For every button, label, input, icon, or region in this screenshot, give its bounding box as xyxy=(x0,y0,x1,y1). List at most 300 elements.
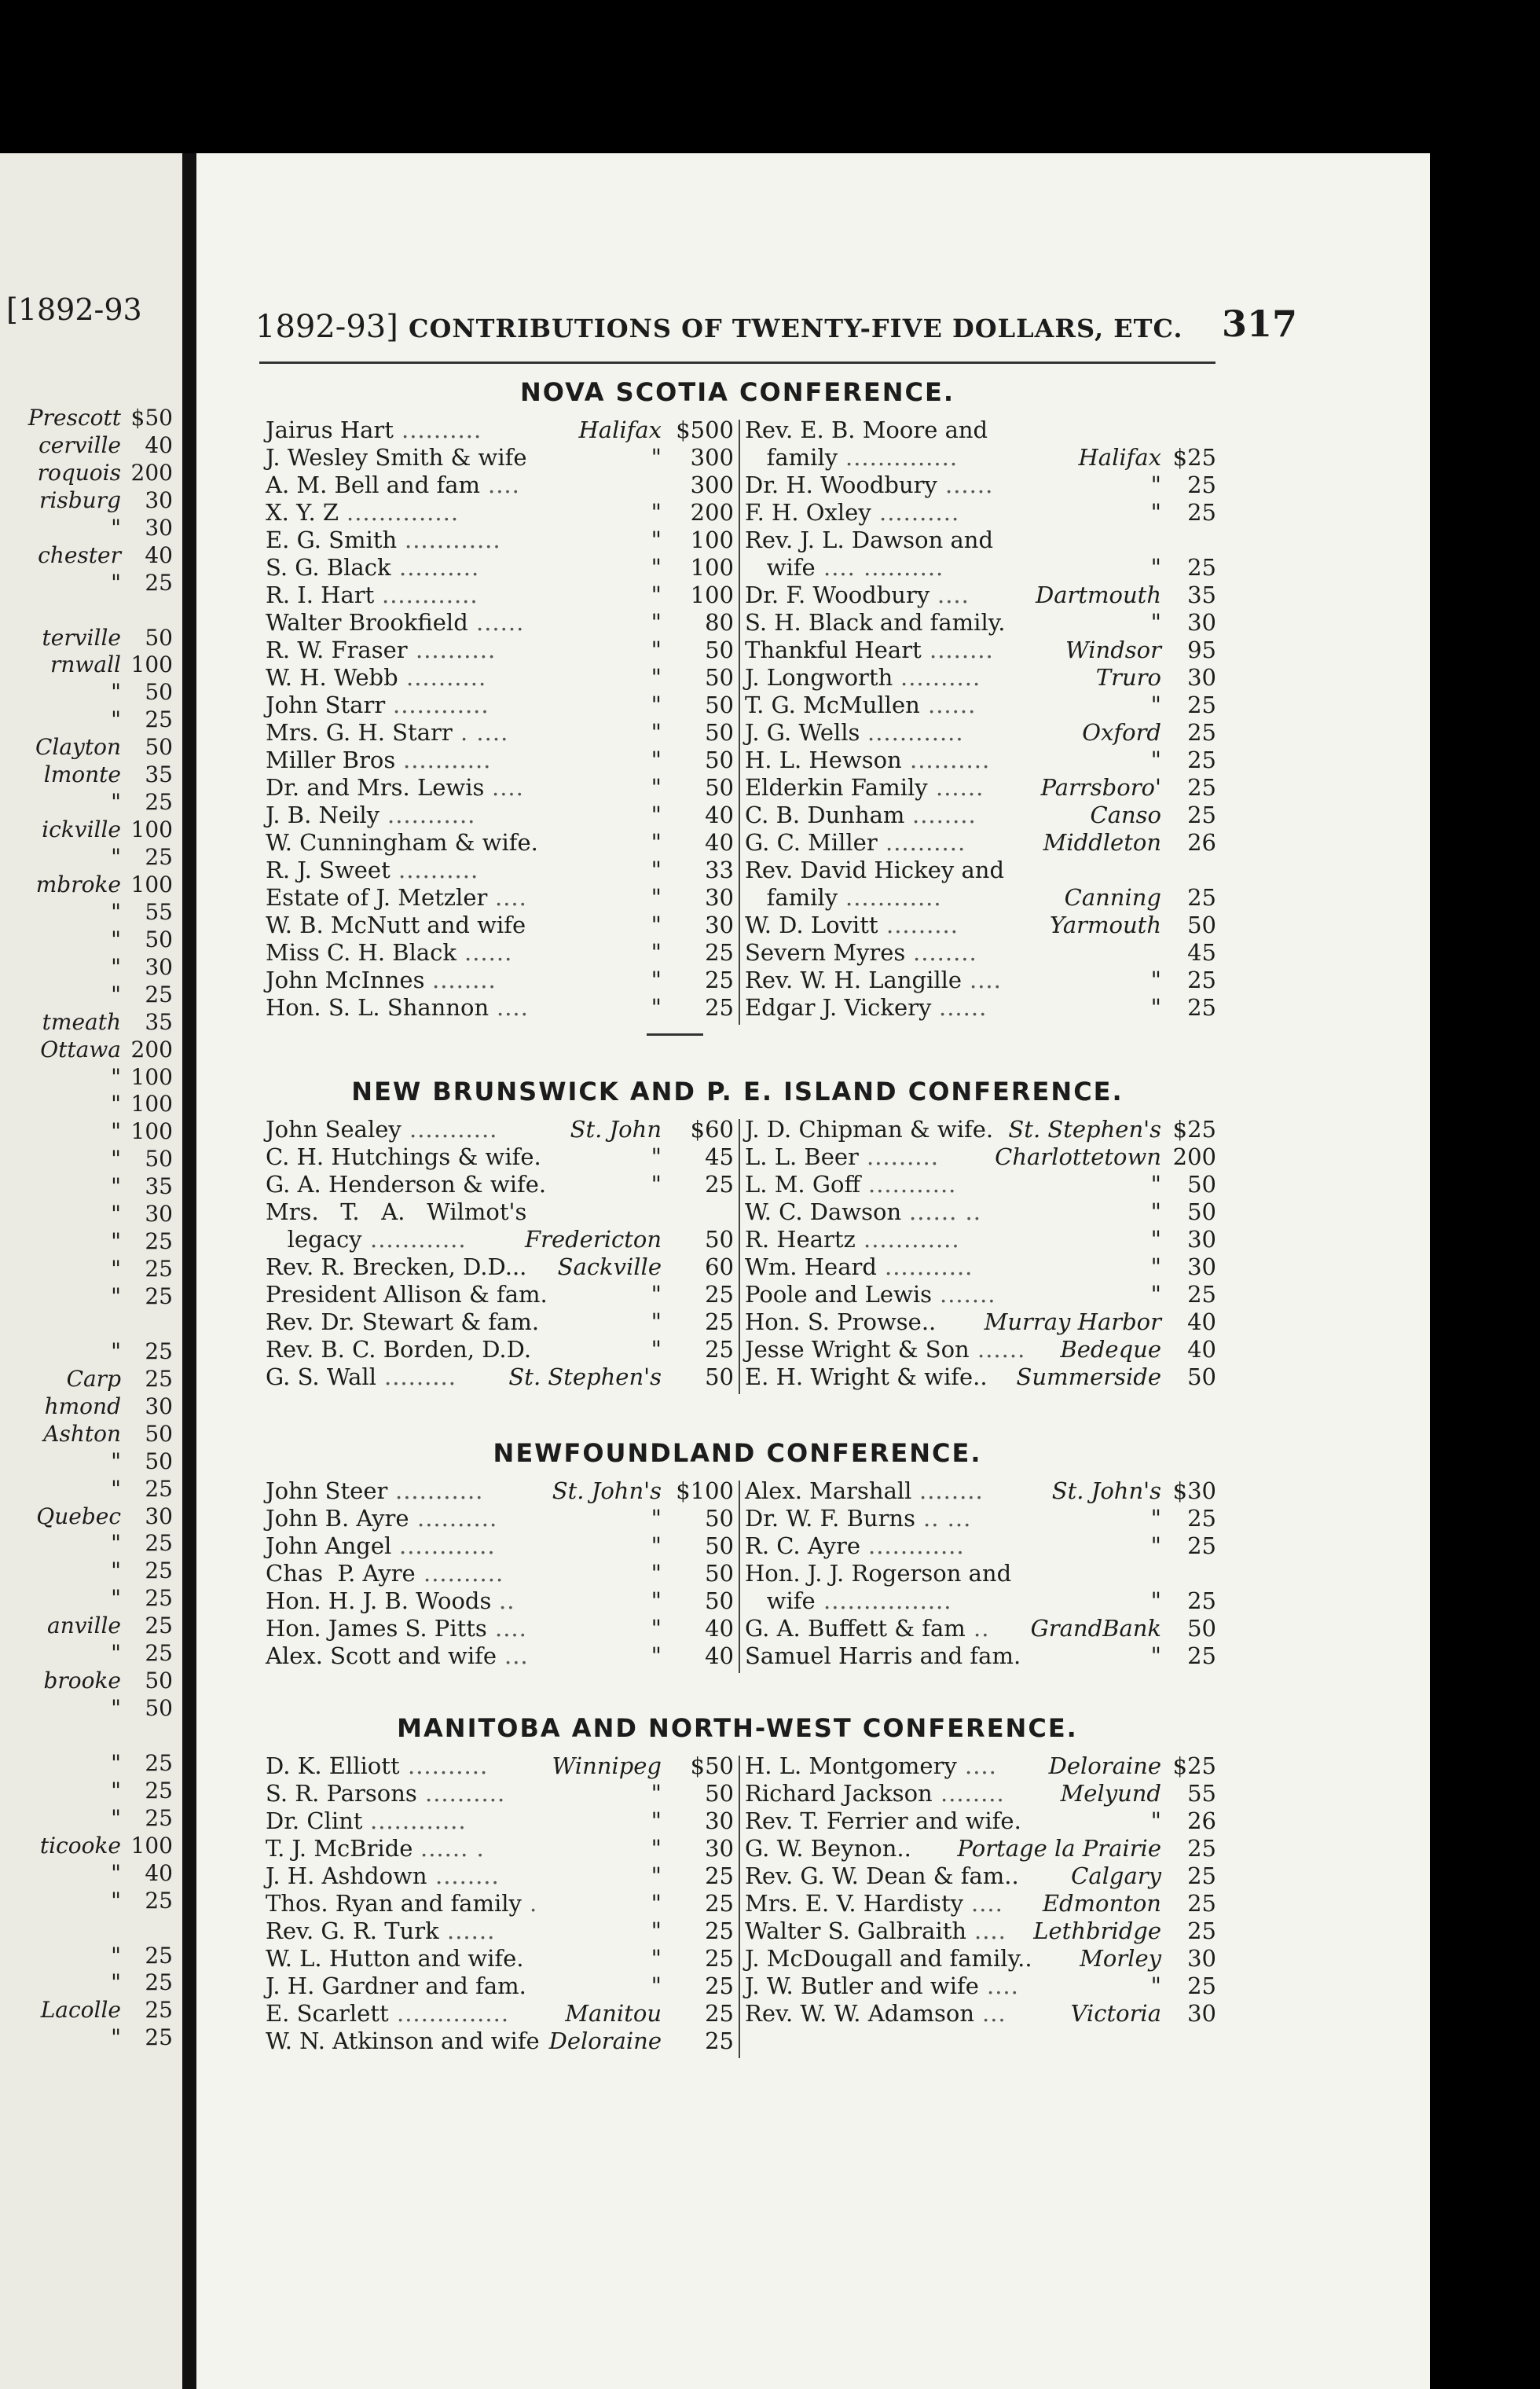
contribution-place: " xyxy=(1150,1807,1161,1834)
contribution-place: " xyxy=(651,527,662,553)
left-page-row xyxy=(0,706,178,734)
left-page-row xyxy=(0,597,178,625)
left-page-row xyxy=(0,1256,178,1283)
place-name: " xyxy=(111,1256,121,1283)
leader-dots: .... xyxy=(987,1972,1019,1999)
left-page-row xyxy=(0,1091,178,1118)
leader-dots: .......... xyxy=(399,554,480,581)
contribution-row xyxy=(745,1615,1216,1642)
contribution-place: Deloraine xyxy=(1048,1752,1161,1779)
contribution-amount: 25 xyxy=(1187,1505,1216,1532)
contributor-name: R. Heartz xyxy=(745,1226,856,1253)
leader-dots: ........... xyxy=(885,1253,974,1280)
contribution-amount: 30 xyxy=(1187,1945,1216,1972)
amount: 40 xyxy=(145,1859,173,1886)
contributor-name: Richard Jackson xyxy=(745,1780,933,1807)
contribution-row xyxy=(745,829,1216,857)
left-page-row xyxy=(0,734,178,761)
leader-dots: ...... xyxy=(977,1336,1026,1363)
contribution-place: Canso xyxy=(1090,802,1161,828)
amount: 30 xyxy=(145,1393,173,1419)
contribution-row xyxy=(266,472,734,499)
contribution-row xyxy=(266,1226,734,1253)
contribution-amount: $100 xyxy=(676,1477,734,1504)
contribution-amount: 30 xyxy=(1187,1253,1216,1280)
contribution-amount: 25 xyxy=(1187,884,1216,911)
contribution-row xyxy=(745,692,1216,719)
contribution-place: St. John xyxy=(570,1116,662,1143)
place-name: Clayton xyxy=(35,734,121,761)
running-head-year: 1892-93] xyxy=(255,309,398,345)
contribution-place: Victoria xyxy=(1070,2000,1161,2027)
contribution-place: " xyxy=(651,1532,662,1559)
contribution-place: " xyxy=(651,884,662,911)
contribution-place: Melyund xyxy=(1060,1780,1161,1807)
contributor-name: Elderkin Family xyxy=(745,774,928,801)
leader-dots: ...... xyxy=(945,472,994,498)
section-title: NEWFOUNDLAND CONFERENCE. xyxy=(493,1438,982,1468)
contribution-row xyxy=(266,1116,734,1143)
place-name: " xyxy=(111,898,121,925)
contribution-place: Truro xyxy=(1095,664,1161,691)
contribution-amount: 50 xyxy=(705,1505,734,1532)
contributor-name: Rev. G. R. Turk xyxy=(266,1917,439,1944)
contribution-amount: 25 xyxy=(1187,1890,1216,1917)
contributor-name: J. B. Neily xyxy=(266,802,380,828)
contribution-row xyxy=(266,1780,734,1807)
place-name: " xyxy=(111,1749,121,1776)
place-name: hmond xyxy=(44,1393,121,1419)
contributor-name: J. W. Butler and wife xyxy=(745,1972,979,1999)
contribution-row xyxy=(266,1560,734,1587)
amount: 100 xyxy=(130,817,173,843)
place-name: " xyxy=(111,1173,121,1200)
amount: 100 xyxy=(130,1091,173,1117)
contribution-place: " xyxy=(651,1807,662,1834)
contributor-name: John Angel xyxy=(266,1532,392,1559)
section-left-column xyxy=(266,417,734,1022)
contributor-name: E. Scarlett xyxy=(266,2000,389,2027)
contribution-place: " xyxy=(651,1560,662,1587)
contributor-name: C. B. Dunham xyxy=(745,802,905,828)
leader-dots: .. xyxy=(499,1587,515,1614)
contributor-name: Wm. Heard xyxy=(745,1253,877,1280)
contribution-place: " xyxy=(651,1945,662,1972)
contribution-place: " xyxy=(1150,499,1161,526)
place-name: " xyxy=(111,1338,121,1364)
place-name: Carp xyxy=(66,1365,121,1392)
contribution-place: Bedeque xyxy=(1060,1336,1161,1363)
leader-dots: .......... xyxy=(398,857,479,883)
leader-dots: .......... xyxy=(879,499,960,526)
section-title: NOVA SCOTIA CONFERENCE. xyxy=(520,377,955,407)
contribution-row xyxy=(266,1505,734,1532)
contribution-row xyxy=(745,1336,1216,1363)
left-page-row xyxy=(0,1750,178,1778)
contributor-name: L. L. Beer xyxy=(745,1143,859,1170)
contribution-amount: $25 xyxy=(1172,1116,1216,1143)
contributor-name: Miss C. H. Black xyxy=(266,939,456,966)
contribution-amount: 25 xyxy=(1187,1862,1216,1889)
place-name: " xyxy=(111,1063,121,1090)
contributor-name: J. H. Ashdown xyxy=(266,1862,427,1889)
leader-dots: ............ xyxy=(370,1807,467,1834)
contribution-row xyxy=(745,1752,1216,1780)
contribution-place: " xyxy=(651,1587,662,1614)
left-page-row xyxy=(0,515,178,542)
contribution-row xyxy=(266,499,734,527)
amount: $50 xyxy=(130,405,173,431)
contributor-name: J. Longworth xyxy=(745,664,893,691)
contribution-row xyxy=(745,994,1216,1022)
leader-dots: ...... .. xyxy=(909,1198,981,1225)
contribution-amount: 60 xyxy=(705,1253,734,1280)
place-name: brooke xyxy=(43,1668,121,1694)
contributor-name: Jairus Hart xyxy=(266,417,394,443)
contribution-amount: 40 xyxy=(705,1642,734,1669)
contribution-place: " xyxy=(651,1308,662,1335)
contributor-name: family xyxy=(745,444,838,471)
contribution-row xyxy=(745,1477,1216,1505)
contribution-place: " xyxy=(651,1281,662,1308)
amount: 25 xyxy=(145,844,173,870)
contributor-name: John B. Ayre xyxy=(266,1505,409,1532)
contributor-name: T. J. McBride xyxy=(266,1835,413,1862)
contribution-amount: 25 xyxy=(705,939,734,966)
contribution-amount: 35 xyxy=(1187,582,1216,608)
left-page-row xyxy=(0,844,178,872)
amount: 30 xyxy=(145,1503,173,1529)
contributor-name: S. H. Black and family. xyxy=(745,609,1006,636)
amount: 25 xyxy=(145,1283,173,1309)
place-name: " xyxy=(111,1558,121,1584)
contribution-row xyxy=(266,967,734,994)
amount: 25 xyxy=(145,1585,173,1612)
contributor-name: Dr. Clint xyxy=(266,1807,363,1834)
contribution-place: " xyxy=(651,747,662,773)
contribution-amount: 50 xyxy=(1187,1615,1216,1642)
leader-dots: ........ xyxy=(913,939,977,966)
contribution-place: " xyxy=(651,1972,662,1999)
amount: 40 xyxy=(145,541,173,568)
place-name: Quebec xyxy=(36,1503,121,1529)
leader-dots: ...... xyxy=(464,939,513,966)
left-page-row xyxy=(0,432,178,460)
contribution-place: " xyxy=(1150,554,1161,581)
contribution-place: " xyxy=(1150,1505,1161,1532)
amount: 25 xyxy=(145,1475,173,1502)
contribution-amount: 25 xyxy=(705,1308,734,1335)
amount: 100 xyxy=(130,1118,173,1145)
amount: 30 xyxy=(145,953,173,980)
contribution-amount: 40 xyxy=(1187,1336,1216,1363)
left-page-row xyxy=(0,487,178,515)
contribution-row xyxy=(266,444,734,472)
place-name: " xyxy=(111,1969,121,1996)
place-name: " xyxy=(111,1091,121,1117)
contribution-amount: 25 xyxy=(705,1281,734,1308)
place-name: " xyxy=(111,981,121,1007)
amount: 55 xyxy=(145,898,173,925)
contribution-place: " xyxy=(651,1171,662,1198)
amount: 25 xyxy=(145,1613,173,1639)
contribution-place: Halifax xyxy=(578,417,662,443)
contribution-place: Deloraine xyxy=(548,2028,662,2054)
leader-dots: .... .......... xyxy=(823,554,944,581)
contributor-name: Dr. F. Woodbury xyxy=(745,582,930,608)
contribution-place: Morley xyxy=(1080,1945,1161,1972)
left-page-row xyxy=(0,1009,178,1037)
contribution-place: " xyxy=(651,1143,662,1170)
contribution-row xyxy=(745,1862,1216,1890)
contribution-amount: 30 xyxy=(705,1807,734,1834)
contribution-row xyxy=(745,637,1216,664)
contributor-name: Mrs. E. V. Hardisty xyxy=(745,1890,963,1917)
amount: 25 xyxy=(145,1804,173,1831)
contribution-amount: 30 xyxy=(1187,1226,1216,1253)
contribution-amount: 40 xyxy=(1187,1308,1216,1335)
contribution-amount: 25 xyxy=(1187,967,1216,993)
leader-dots: ... xyxy=(982,2000,1006,2027)
contribution-place: Winnipeg xyxy=(552,1752,662,1779)
contribution-row xyxy=(745,609,1216,637)
header-rule xyxy=(259,361,1216,364)
place-name: lmonte xyxy=(43,761,121,788)
contributor-name: Jesse Wright & Son xyxy=(745,1336,970,1363)
contributor-name: G. S. Wall xyxy=(266,1363,376,1390)
place-name: " xyxy=(111,1777,121,1804)
contribution-amount: 50 xyxy=(705,637,734,663)
contribution-place: " xyxy=(651,444,662,471)
contribution-amount: 50 xyxy=(705,692,734,718)
contribution-row xyxy=(745,1253,1216,1281)
contribution-amount: $25 xyxy=(1172,1752,1216,1779)
contribution-place: " xyxy=(651,774,662,801)
contributor-name: Hon. James S. Pitts xyxy=(266,1615,487,1642)
contribution-row xyxy=(266,1171,734,1198)
contribution-place: " xyxy=(651,1642,662,1669)
left-page-row xyxy=(0,1695,178,1723)
column-divider xyxy=(739,1119,740,1394)
amount: 100 xyxy=(130,651,173,678)
place-name: " xyxy=(111,569,121,596)
contribution-amount: 25 xyxy=(1187,1281,1216,1308)
contribution-row xyxy=(745,1890,1216,1917)
amount: 25 xyxy=(145,1530,173,1557)
contribution-row xyxy=(266,719,734,747)
left-page-row xyxy=(0,2024,178,2052)
leader-dots: ........ xyxy=(940,1780,1005,1807)
contributor-name: S. R. Parsons xyxy=(266,1780,417,1807)
contributor-name: S. G. Black xyxy=(266,554,391,581)
contribution-place: " xyxy=(1150,1587,1161,1614)
left-page-row xyxy=(0,927,178,954)
left-page-row xyxy=(0,899,178,927)
contribution-place: " xyxy=(651,719,662,746)
contribution-row xyxy=(745,1560,1216,1587)
left-page-row xyxy=(0,1860,178,1888)
contribution-place: " xyxy=(651,1917,662,1944)
contribution-amount: 25 xyxy=(1187,1835,1216,1862)
contribution-amount: 30 xyxy=(705,912,734,938)
amount: 25 xyxy=(145,1558,173,1584)
contribution-amount: 55 xyxy=(1187,1780,1216,1807)
amount: 50 xyxy=(145,679,173,706)
contributor-name: Thankful Heart xyxy=(745,637,922,663)
contribution-row xyxy=(266,1477,734,1505)
amount: 30 xyxy=(145,486,173,513)
contribution-row xyxy=(745,747,1216,774)
leader-dots: .......... xyxy=(416,637,497,663)
place-name: terville xyxy=(42,624,121,651)
contribution-place: St. John's xyxy=(1051,1477,1161,1504)
column-divider xyxy=(739,1481,740,1673)
contributor-name: Rev. David Hickey and xyxy=(745,857,1005,883)
contribution-place: Sackville xyxy=(557,1253,662,1280)
contribution-amount: 200 xyxy=(690,499,734,526)
amount: 25 xyxy=(145,1228,173,1255)
contribution-amount: 300 xyxy=(690,444,734,471)
contribution-row xyxy=(745,939,1216,967)
left-page-row xyxy=(0,1969,178,1997)
contribution-amount: 50 xyxy=(705,1226,734,1253)
contribution-row xyxy=(266,417,734,444)
contribution-place: " xyxy=(651,664,662,691)
left-page-row xyxy=(0,1311,178,1338)
contribution-row xyxy=(266,829,734,857)
contribution-row xyxy=(745,417,1216,444)
contribution-amount: 25 xyxy=(705,994,734,1021)
contributor-name: Rev. J. L. Dawson and xyxy=(745,527,994,553)
left-page-row xyxy=(0,1613,178,1640)
page-number: 317 xyxy=(1222,303,1298,345)
contribution-amount: 25 xyxy=(1187,1642,1216,1669)
contributor-name: E. G. Smith xyxy=(266,527,398,553)
section-rule xyxy=(647,1033,703,1036)
leader-dots: .......... xyxy=(900,664,981,691)
contributor-name: Poole and Lewis xyxy=(745,1281,933,1308)
contributor-name: W. Cunningham & wife. xyxy=(266,829,538,856)
contribution-place: " xyxy=(1150,472,1161,498)
contribution-amount: 25 xyxy=(705,1890,734,1917)
contribution-amount: 25 xyxy=(1187,1532,1216,1559)
contribution-row xyxy=(266,1642,734,1670)
section-right-column xyxy=(745,417,1216,1022)
leader-dots: .... xyxy=(495,884,527,911)
contribution-place: Fredericton xyxy=(524,1226,662,1253)
running-head-title: CONTRIBUTIONS OF TWENTY-FIVE DOLLARS, ETC. xyxy=(409,314,1183,343)
contributor-name: Severn Myres xyxy=(745,939,906,966)
page-header xyxy=(255,303,1430,348)
contribution-amount: 25 xyxy=(1187,499,1216,526)
contribution-amount: 200 xyxy=(1172,1143,1216,1170)
contribution-amount: 25 xyxy=(1187,747,1216,773)
leader-dots: ........ xyxy=(435,1862,500,1889)
contribution-row xyxy=(745,472,1216,499)
left-page-row xyxy=(0,1448,178,1476)
contributor-name: H. L. Hewson xyxy=(745,747,902,773)
left-page-row xyxy=(0,1201,178,1228)
place-name: " xyxy=(111,1695,121,1722)
contribution-amount: 25 xyxy=(1187,719,1216,746)
leader-dots: .... xyxy=(497,994,529,1021)
left-page-row xyxy=(0,817,178,844)
contribution-place: " xyxy=(651,912,662,938)
contribution-amount: 50 xyxy=(705,1780,734,1807)
contribution-amount: 25 xyxy=(705,1862,734,1889)
contributor-name: W. D. Lovitt xyxy=(745,912,878,938)
contribution-amount: 25 xyxy=(705,1917,734,1944)
place-name: " xyxy=(111,844,121,870)
contributor-name: Rev. G. W. Dean & fam.. xyxy=(745,1862,1019,1889)
contribution-amount: 30 xyxy=(1187,609,1216,636)
left-page-row xyxy=(0,789,178,817)
contribution-amount: 100 xyxy=(690,527,734,553)
contribution-row xyxy=(266,774,734,802)
left-page-row xyxy=(0,1393,178,1421)
amount: 50 xyxy=(145,1695,173,1722)
contribution-amount: 50 xyxy=(705,747,734,773)
leader-dots: .......... xyxy=(910,747,991,773)
place-name: " xyxy=(111,1448,121,1474)
contributor-name: Rev. B. C. Borden, D.D. xyxy=(266,1336,532,1363)
left-page-row xyxy=(0,405,178,432)
leader-dots: .............. xyxy=(845,444,959,471)
amount: 25 xyxy=(145,1256,173,1283)
contributor-name: Thos. Ryan and family xyxy=(266,1890,522,1917)
amount: 50 xyxy=(145,926,173,952)
left-page-row xyxy=(0,761,178,789)
left-page-row xyxy=(0,651,178,679)
contribution-row xyxy=(745,967,1216,994)
left-page-row xyxy=(0,1530,178,1558)
contribution-amount: 25 xyxy=(1187,994,1216,1021)
left-page-row xyxy=(0,1668,178,1695)
contributor-name: family xyxy=(745,884,838,911)
leader-dots: . .... xyxy=(460,719,509,746)
contribution-amount: 30 xyxy=(705,1835,734,1862)
contribution-row xyxy=(266,1862,734,1890)
contributor-name: Hon. J. J. Rogerson and xyxy=(745,1560,1012,1587)
contribution-row xyxy=(745,1116,1216,1143)
place-name: anville xyxy=(47,1613,121,1639)
contribution-place: St. Stephen's xyxy=(508,1363,662,1390)
place-name: chester xyxy=(38,541,121,568)
contribution-place: " xyxy=(651,939,662,966)
place-name: " xyxy=(111,1585,121,1612)
contributor-name: E. H. Wright & wife.. xyxy=(745,1363,988,1390)
place-name: " xyxy=(111,1118,121,1145)
place-name: mbroke xyxy=(35,871,121,897)
contribution-row xyxy=(745,1945,1216,1972)
contribution-row xyxy=(266,1752,734,1780)
leader-dots: ...... xyxy=(476,609,525,636)
contributor-name: Mrs. T. A. Wilmot's xyxy=(266,1198,527,1225)
contributor-name: Rev. W. W. Adamson xyxy=(745,2000,975,2027)
contribution-row xyxy=(266,1587,734,1615)
contribution-row xyxy=(745,802,1216,829)
section-left-column xyxy=(266,1116,734,1391)
contribution-place: " xyxy=(651,1862,662,1889)
contribution-row xyxy=(266,1363,734,1391)
contributor-name: wife xyxy=(745,1587,816,1614)
place-name: risburg xyxy=(39,486,121,513)
contributor-name: J. McDougall and family.. xyxy=(745,1945,1032,1972)
leader-dots: .... xyxy=(974,1917,1006,1944)
amount: 25 xyxy=(145,2024,173,2051)
contribution-place: Parrsboro' xyxy=(1040,774,1161,801)
contribution-row xyxy=(745,1281,1216,1308)
